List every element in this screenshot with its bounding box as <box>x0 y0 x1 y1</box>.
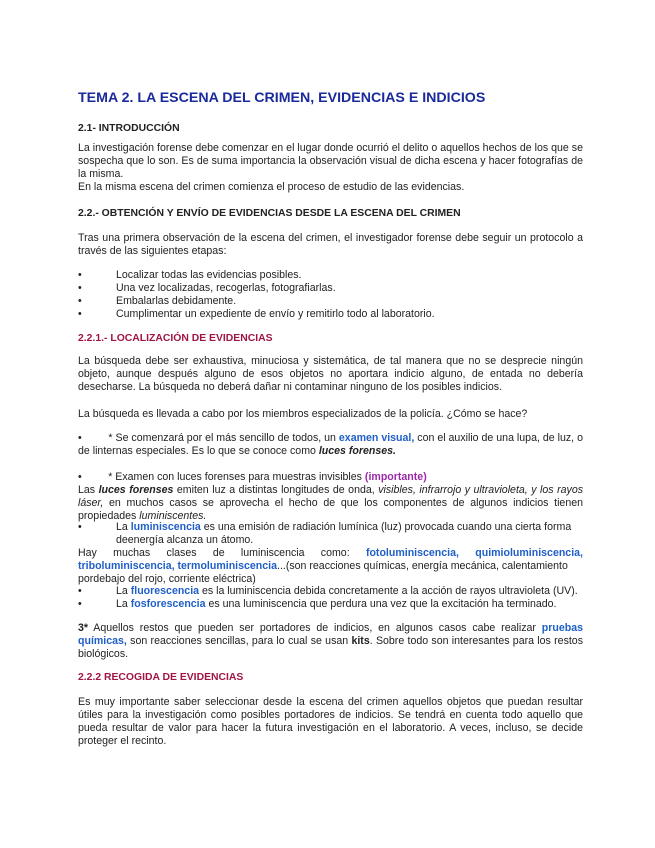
examen-visual-paragraph: • * Se comenzará por el más sencillo de todos, un examen visual, con el auxilio de una lupa, de luz, o de linternas especiales. Es lo que se conoce como luces forenses. <box>78 432 583 457</box>
bullet-icon: • <box>78 585 82 597</box>
localizacion-paragraph-2: La búsqueda es llevada a cabo por los miembros especializados de la policía. ¿Cómo se hace? <box>78 408 528 420</box>
clases-paragraph: Hay muchas clases de luminiscencia como: fotoluminiscencia, quimioluminiscencia, triboluminiscencia, termoluminiscencia...(son reacciones químicas, energía mecánica, calentamiento pordebajo del rojo, corriente eléctrica) <box>78 547 583 585</box>
bullet-icon: • <box>78 281 82 294</box>
bullet-icon: • <box>78 307 82 320</box>
fluorescencia-list <box>78 585 583 611</box>
term-examen-visual: examen visual, <box>338 432 415 444</box>
term-fosforescencia: fosforescencia <box>130 597 206 610</box>
luminiscencia-list <box>78 521 583 547</box>
subsection-heading-localizacion: 2.2.1.- LOCALIZACIÓN DE EVIDENCIAS <box>78 333 273 344</box>
steps-list <box>78 269 583 321</box>
recogida-paragraph: Es muy importante saber seleccionar desde la escena del crimen aquellos objetos que puedan resultar útiles para la investigación como posibles portadores de indicios. Se tendrá en cuenta todo aquello que pueda resultar de valor para hacer la futura investigación en el laboratorio. A veces, incluso, se decide proteger el recinto. <box>78 696 583 747</box>
term-luminiscencia: luminiscencia <box>130 521 201 533</box>
term-luces-forenses: luces forenses. <box>318 444 396 457</box>
localizacion-paragraph: La búsqueda debe ser exhaustiva, minuciosa y sistemática, de tal manera que no se desprecie ningún objeto, aunque después alguno de esos objetos no aportara indicio alguno, de entada no debería desecharse. La búsqueda no deberá dañar ni contaminar ninguno de los posibles indicios. <box>78 355 583 393</box>
pruebas-quimicas-paragraph: 3* Aquellos restos que pueden ser portadores de indicios, en algunos casos cabe realizar pruebas químicas, son reacciones sencillas, para lo cual se usan kits. Sobre todo son interesantes para los restos biológicos. <box>78 622 583 660</box>
bullet-icon: • <box>78 521 82 533</box>
list-item: • La luminiscencia es una emisión de radiación lumínica (luz) provocada cuando una cierta forma deenergía alcanza un átomo. <box>78 521 572 546</box>
page-title: TEMA 2. LA ESCENA DEL CRIMEN, EVIDENCIAS E INDICIOS <box>78 90 486 106</box>
list-item: • La fosforescencia es una luminiscencia que perdura una vez que la excitación ha terminado. <box>78 597 557 610</box>
luces-forenses-paragraph: Las luces forenses emiten luz a distintas longitudes de onda, visibles, infrarrojo y ultravioleta, y los rayos láser, en muchos casos se aprovecha el hecho de que los componentes de algunos indicios tienen propiedades luminiscentes. <box>78 484 584 522</box>
importante-note: (importante) <box>364 471 427 483</box>
obtencion-paragraph: Tras una primera observación de la escena del crimen, el investigador forense debe seguir un protocolo a través de las siguientes etapas: <box>78 232 583 257</box>
list-item: • Una vez localizadas, recogerlas, fotografiarlas. <box>78 281 336 294</box>
term-pruebas-quimicas: pruebas químicas, <box>78 622 583 647</box>
intro-paragraph: La investigación forense debe comenzar en el lugar donde ocurrió el delito o aquellos hechos de los que se sospecha que lo son. Es de suma importancia la observación visual de dicha escena y hacer fotografías de la misma. <box>78 142 583 180</box>
bullet-icon: • <box>78 294 82 307</box>
bullet-icon: • <box>78 597 82 610</box>
bullet-icon: • <box>78 269 82 281</box>
examen-luces-paragraph: • * Examen con luces forenses para muestras invisibles (importante) <box>78 471 427 483</box>
subsection-heading-recogida: 2.2.2 RECOGIDA DE EVIDENCIAS <box>78 672 244 683</box>
term-fluorescencia: fluorescencia <box>130 585 200 597</box>
intro-paragraph-2: En la misma escena del crimen comienza el proceso de estudio de las evidencias. <box>78 181 465 193</box>
section-heading-introduccion: 2.1- INTRODUCCIÓN <box>78 123 180 134</box>
list-item: • Embalarlas debidamente. <box>78 294 237 307</box>
list-item: • Cumplimentar un expediente de envío y remitirlo todo al laboratorio. <box>78 307 435 320</box>
list-item: • Localizar todas las evidencias posibles. <box>78 269 302 281</box>
section-heading-obtencion: 2.2.- OBTENCIÓN Y ENVÍO DE EVIDENCIAS DESDE LA ESCENA DEL CRIMEN <box>78 208 461 219</box>
list-item: • La fluorescencia es la luminiscencia debida concretamente a la acción de rayos ultravioleta (UV). <box>78 585 578 597</box>
